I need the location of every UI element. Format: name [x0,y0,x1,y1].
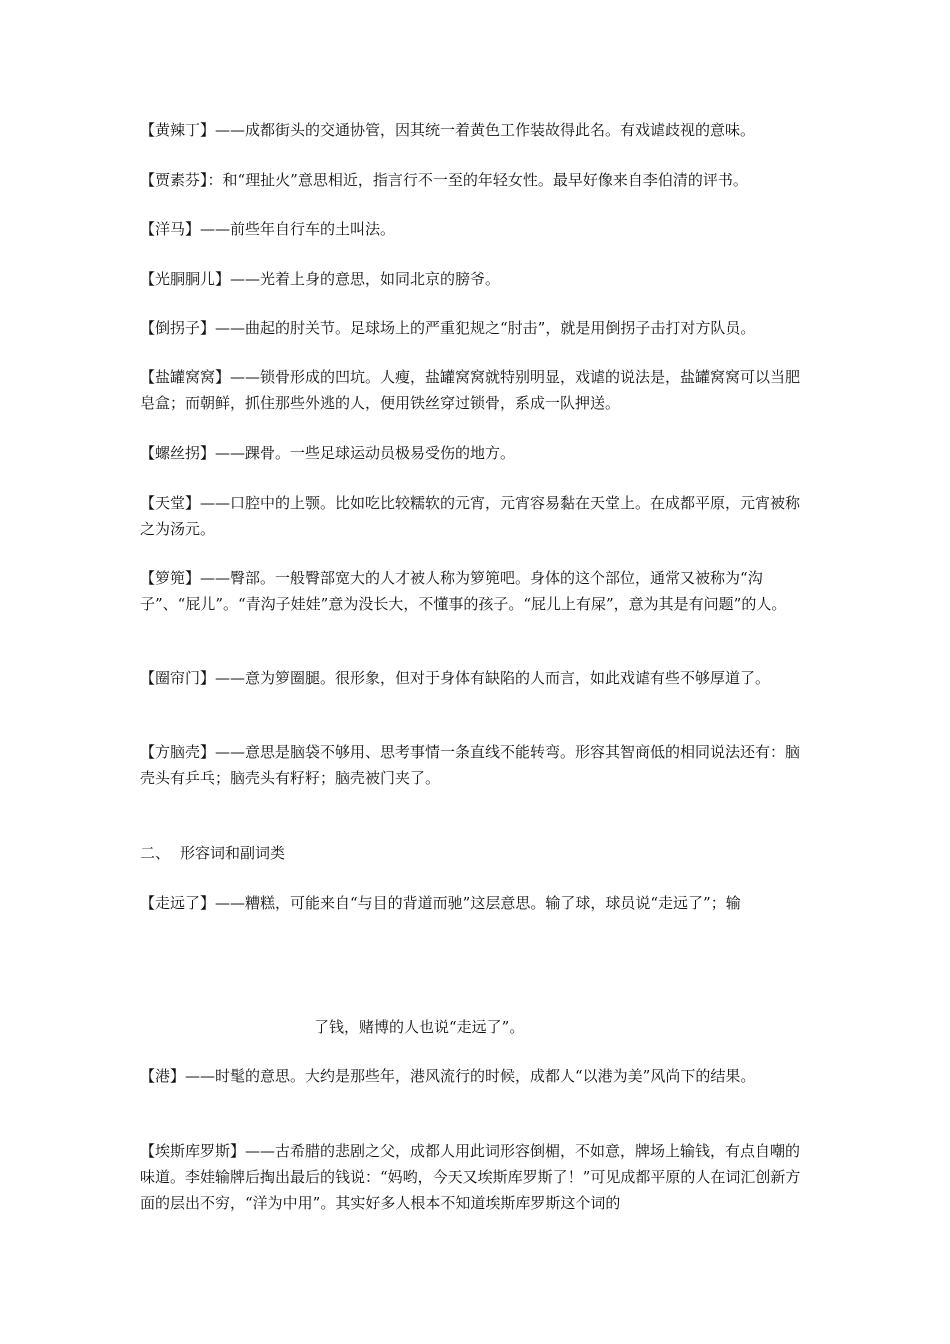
entry-aeschylus [140,1138,812,1216]
entry-zou-yuan-le [140,890,812,916]
entry-guang-dong-dong-er [140,266,812,292]
entry-definition: ——时髦的意思。大约是那些年，港风流行的时候，成都人“以港为美”风尚下的结果。 [185,1067,756,1085]
entry-definition: ——曲起的肘关节。足球场上的严重犯规之“肘击”，就是用倒拐子击打对方队员。 [215,319,756,337]
entry-definition: ——锁骨形成的凹坑。人瘦，盐罐窝窝就特别明显，戏谑的说法是，盐罐窝窝可以当肥皂盒；而朝鲜，抓住那些外逃的人，便用铁丝穿过锁骨，系成一队押送。 [140,368,801,412]
entry-definition: ——成都街头的交通协管，因其统一着黄色工作装故得此名。有戏谑歧视的意味。 [215,121,756,139]
entry-continuation: 了钱，赌博的人也说“走远了”。 [314,1018,525,1036]
entry-luo-si-guai [140,440,812,466]
entry-term: 【天堂】 [140,494,201,512]
section-number: 二、 [140,844,171,862]
entry-yan-guan-wo-wo [140,364,812,416]
entry-term: 【贾素芬】 [140,171,208,189]
entry-luo-dou [140,565,812,617]
entry-definition: ——意思是脑袋不够用、思考事情一条直线不能转弯。形容其智商低的相同说法还有：脑壳头有乒乓；脑壳头有籽籽；脑壳被门夹了。 [140,743,801,787]
entry-term: 【箩篼】 [140,569,201,587]
entry-definition: ——前些年自行车的土叫法。 [200,220,396,238]
entry-quan-lian-men [140,665,812,691]
entry-term: 【走远了】 [140,894,216,912]
entry-term: 【盐罐窝窝】 [140,368,231,386]
entry-term: 【洋马】 [140,220,201,238]
entry-definition: ——口腔中的上颚。比如吃比较糯软的元宵，元宵容易黏在天堂上。在成都平原，元宵被称之为汤元。 [140,494,801,538]
entry-fang-nao-ke [140,739,812,791]
entry-definition: ——古希腊的悲剧之父，成都人用此词形容倒楣，不如意，牌场上输钱，有点自嘲的味道。李娃输牌后掏出最后的钱说：“妈哟，今天又埃斯库罗斯了！”可见成都平原的人在词汇创新方面的层出不穷，“洋为中用”。其实好多人根本不知道埃斯库罗斯这个词的 [140,1142,801,1212]
entry-definition: ——踝骨。一些足球运动员极易受伤的地方。 [215,444,516,462]
section-title: 形容词和副词类 [180,844,286,862]
entry-jia-su-fen [140,167,812,193]
entry-term: 【埃斯库罗斯】 [140,1142,246,1160]
entry-term: 【黄辣丁】 [140,121,216,139]
entry-definition: ——臀部。一般臀部宽大的人才被人称为箩篼吧。身体的这个部位，通常又被称为“沟子”、“屁儿”。“青沟子娃娃”意为没长大，不懂事的孩子。“屁儿上有屎”，意为其是有问题”的人。 [140,569,787,613]
entry-term: 【倒拐子】 [140,319,216,337]
entry-definition: ：和“理扯火”意思相近，指言行不一至的年轻女性。最早好像来自李伯清的评书。 [207,171,748,189]
entry-gang [140,1063,812,1089]
entry-term: 【港】 [140,1067,186,1085]
entry-definition: ——糟糕，可能来自“与目的背道而驰”这层意思。输了球，球员说“走远了”；输 [215,894,741,912]
entry-yang-ma [140,216,812,242]
entry-huang-la-ding [140,117,812,143]
entry-term: 【光胴胴儿】 [140,270,231,288]
entry-definition: ——意为箩圈腿。很形象，但对于身体有缺陷的人而言，如此戏谑有些不够厚道了。 [215,669,771,687]
entry-term: 【螺丝拐】 [140,444,216,462]
entry-tian-tang [140,490,812,542]
section-heading [140,840,812,866]
entry-term: 【圈帘门】 [140,669,216,687]
entry-term: 【方脑壳】 [140,743,216,761]
entry-dao-guai-zi [140,315,812,341]
entry-definition: ——光着上身的意思，如同北京的膀爷。 [230,270,501,288]
